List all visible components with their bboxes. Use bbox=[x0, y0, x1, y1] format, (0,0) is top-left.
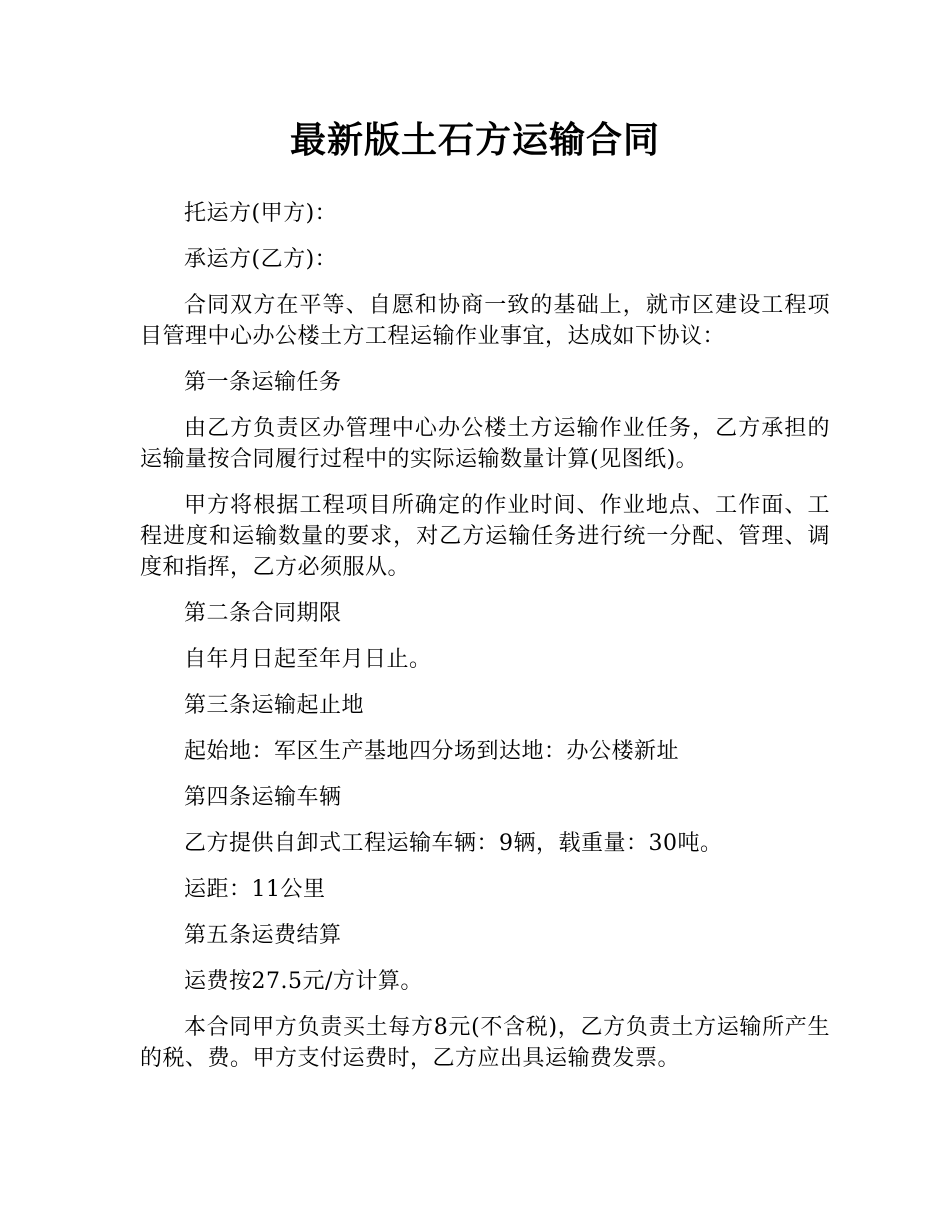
article-1-body-a: 由乙方负责区办管理中心办公楼土方运输作业任务，乙方承担的运输量按合同履行过程中的实际运输数量计算(见图纸)。 bbox=[140, 416, 830, 472]
paragraph-carrier: 承运方(乙方)： bbox=[184, 247, 338, 272]
document-body bbox=[140, 198, 830, 1089]
article-4-heading: 第四条运输车辆 bbox=[184, 785, 342, 810]
document-title: 最新版土石方运输合同 bbox=[289, 120, 660, 161]
article-2-body: 自年月日起至年月日止。 bbox=[184, 647, 432, 672]
article-1-heading: 第一条运输任务 bbox=[184, 370, 342, 395]
article-5-body-a: 运费按27.5元/方计算。 bbox=[184, 969, 423, 994]
article-5-heading: 第五条运费结算 bbox=[184, 923, 342, 948]
article-3-heading: 第三条运输起止地 bbox=[184, 693, 365, 718]
article-1-body-b: 甲方将根据工程项目所确定的作业时间、作业地点、工作面、工程进度和运输数量的要求，对乙方运输任务进行统一分配、管理、调度和指挥，乙方必须服从。 bbox=[140, 493, 830, 580]
article-4-body-b: 运距：11公里 bbox=[184, 877, 326, 902]
paragraph-preamble: 合同双方在平等、自愿和协商一致的基础上，就市区建设工程项目管理中心办公楼土方工程运输作业事宜，达成如下协议： bbox=[140, 293, 830, 349]
article-2-heading: 第二条合同期限 bbox=[184, 601, 342, 626]
article-5-body-b: 本合同甲方负责买土每方8元(不含税)，乙方负责土方运输所产生的税、费。甲方支付运费时，乙方应出具运输费发票。 bbox=[140, 1015, 830, 1071]
paragraph-consignor: 托运方(甲方)： bbox=[184, 201, 338, 226]
article-3-body: 起始地：军区生产基地四分场到达地：办公楼新址 bbox=[184, 739, 680, 764]
article-4-body-a: 乙方提供自卸式工程运输车辆：9辆，载重量：30吨。 bbox=[184, 831, 723, 856]
